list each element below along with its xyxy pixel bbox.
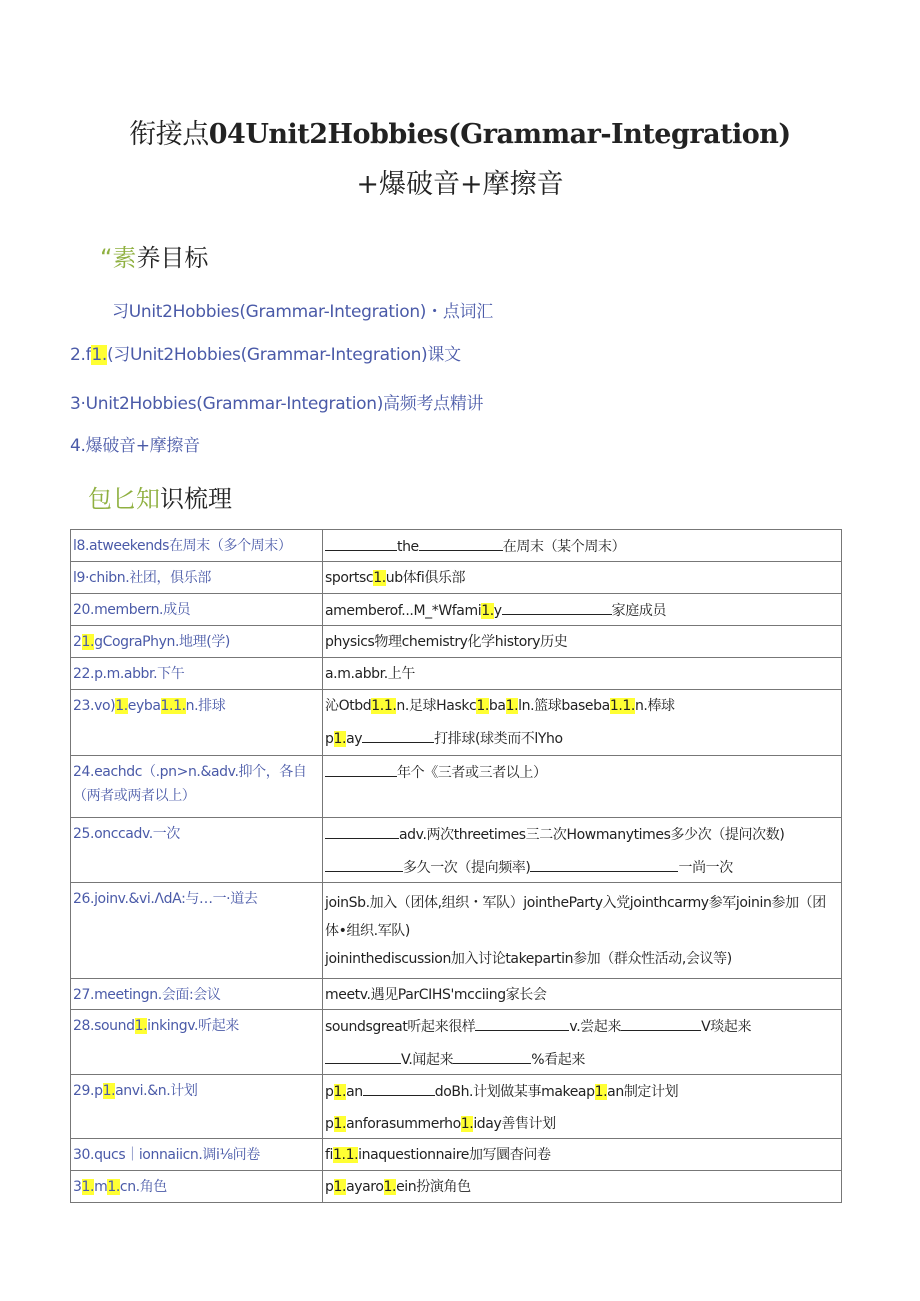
row-note: a.m.abbr.上午 <box>323 658 842 690</box>
table-row <box>71 883 842 979</box>
table-row <box>71 1171 842 1203</box>
row-note: 沁Otbd1.1.n.足球Haskc1.ba1.ln.篮球baseba1.1.n.棒球 p1.ay 打排球(球类而不lYho <box>323 690 842 756</box>
row-note: fi1.1.inaquestionnaire加写圜杳问卷 <box>323 1139 842 1171</box>
table-row <box>71 818 842 883</box>
table-row <box>71 979 842 1010</box>
row-term: 25.onccadv.一次 <box>71 818 323 883</box>
table-row <box>71 658 842 690</box>
row-term: 28.sound1.inkingv.听起来 <box>71 1010 323 1075</box>
row-note: soundsgreat听起来很样 v.尝起来 V琰起来 V.闻起来 %看起来 <box>323 1010 842 1075</box>
goal-item-1: 习Unit2Hobbies(Grammar-Integration)・点词汇 <box>112 302 493 322</box>
row-term: 30.qucs｜ionnaiicn.调i⅛问卷 <box>71 1139 323 1171</box>
table-row <box>71 1075 842 1139</box>
row-term: 29.p1.anvi.&n.计划 <box>71 1075 323 1139</box>
row-note: meetv.遇见ParCIHS'mcciing家长会 <box>323 979 842 1010</box>
row-note: p1.an doBh.计划做某事makeap1.an制定计划 p1.anforasummerho1.iday善售计划 <box>323 1075 842 1139</box>
row-note: joinSb.加入（团体,组织・军队）jointheParty入党jointhcarmy参军joinin参加（团 体•组织.军队) joininthediscussion加入讨论takepartin参加（群众性活动,会议等) <box>323 883 842 979</box>
row-term: 31.m1.cn.角色 <box>71 1171 323 1203</box>
table-row <box>71 756 842 818</box>
row-term: 20.membern.成员 <box>71 594 323 626</box>
row-term: 24.eachdc（.pn>n.&adv.抑个，各自 （两者或两者以上） <box>71 756 323 818</box>
row-term: l9·chibn.社团，俱乐部 <box>71 562 323 594</box>
table-row <box>71 690 842 756</box>
row-note: sportsc1.ub体fi俱乐部 <box>323 562 842 594</box>
section-heading-goals: “素养目标 <box>100 244 209 272</box>
row-note: amemberof...M_*Wfami1.y 家庭成员 <box>323 594 842 626</box>
row-note: 年个《三者或三者以上） <box>323 756 842 818</box>
row-term: 27.meetingn.会面:会议 <box>71 979 323 1010</box>
row-note: p1.ayaro1.ein扮演角色 <box>323 1171 842 1203</box>
table-row <box>71 626 842 658</box>
goal-item-4: 4.爆破音+摩擦音 <box>70 436 200 456</box>
goal-item-2: 2.f1.(习Unit2Hobbies(Grammar-Integration)课文 <box>70 345 461 365</box>
document-subtitle: +爆破音+摩擦音 <box>356 169 564 200</box>
vocabulary-table <box>70 529 842 1203</box>
section-heading-knowledge: 包匕知识梳理 <box>88 485 232 513</box>
row-term: 21.gCograPhyn.地理(学) <box>71 626 323 658</box>
table-row <box>71 594 842 626</box>
table-row <box>71 1010 842 1075</box>
row-note: the 在周末（某个周末） <box>323 530 842 562</box>
row-term: 23.vo)1.eyba1.1.n.排球 <box>71 690 323 756</box>
row-note: adv.两次threetimes三二次Howmanytimes多少次（提问次数) 多久一次（提向频率) 一尚一次 <box>323 818 842 883</box>
row-term: 26.joinv.&vi.ΛdA:与…一·道去 <box>71 883 323 979</box>
table-row <box>71 1139 842 1171</box>
document-title: 衔接点04Unit2Hobbies(Grammar-Integration) <box>129 119 791 150</box>
goal-item-3: 3·Unit2Hobbies(Grammar-Integration)高频考点精讲 <box>70 394 484 414</box>
row-note: physics物理chemistry化学history历史 <box>323 626 842 658</box>
row-term: 22.p.m.abbr.下午 <box>71 658 323 690</box>
table-row <box>71 530 842 562</box>
row-term: l8.atweekends在周末（多个周末） <box>71 530 323 562</box>
table-row <box>71 562 842 594</box>
